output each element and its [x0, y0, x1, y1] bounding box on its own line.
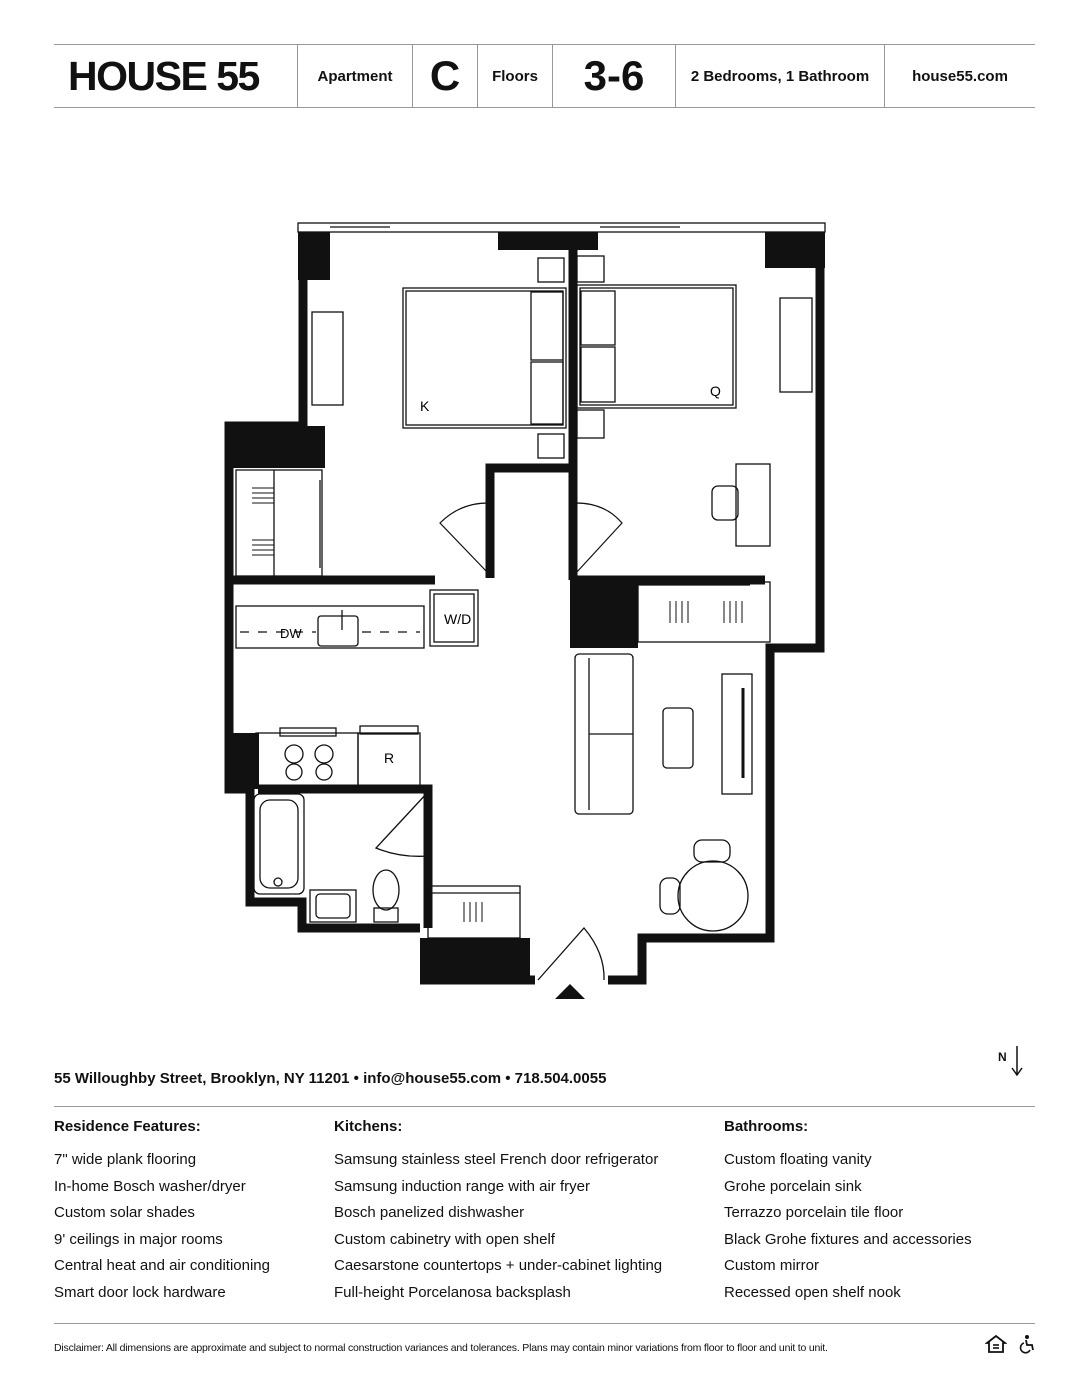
floors-label: Floors [478, 45, 553, 107]
washer-dryer-label: W/D [444, 611, 472, 627]
list-item: Grohe porcelain sink [724, 1177, 862, 1195]
list-item: Custom solar shades [54, 1204, 195, 1221]
list-item: Caesarstone countertops + under-cabinet lighting [334, 1257, 663, 1274]
residence-features [54, 1118, 270, 1310]
list-item: Terrazzo porcelain tile floor [724, 1204, 904, 1221]
list-item: Samsung induction range with air fryer [334, 1177, 590, 1195]
bathroom-features [724, 1118, 972, 1310]
living-room [428, 654, 752, 980]
equal-housing-icon [985, 1334, 1007, 1354]
floor-plan [220, 218, 835, 1008]
kitchen-features [334, 1118, 662, 1310]
apartment-label: Apartment [298, 45, 413, 107]
header-bar [54, 44, 1035, 108]
list-item: Samsung stainless steel French door refrigerator [334, 1151, 659, 1168]
floors-value: 3-6 [553, 45, 676, 107]
north-compass [998, 1050, 1024, 1078]
list-item: Black Grohe fixtures and accessories [724, 1230, 972, 1248]
list-item: Recessed open shelf nook [724, 1283, 901, 1301]
list-item: 7" wide plank flooring [54, 1151, 197, 1168]
contact-line: 55 Willoughby Street, Brooklyn, NY 11201 • info@house55.com • 718.504.0055 [54, 1070, 607, 1087]
divider-bottom [54, 1323, 1035, 1324]
disclaimer-text: Disclaimer: All dimensions are approximate and subject to normal construction variances and tolerances. Plans may contain minor variations from floor to floor and unit to unit. [54, 1342, 828, 1354]
list-item: Custom cabinetry with open shelf [334, 1230, 555, 1248]
entry-arrow [555, 984, 585, 999]
list-item: Custom floating vanity [724, 1151, 872, 1168]
divider-top [54, 1106, 1035, 1107]
accessibility-icon [1018, 1334, 1036, 1354]
list-item: Smart door lock hardware [54, 1283, 226, 1301]
apartment-value: C [413, 45, 478, 107]
bed-queen-label: Q [710, 383, 721, 399]
kitchen-counter [236, 590, 478, 648]
layout-description: 2 Bedrooms, 1 Bathroom [676, 45, 885, 107]
bedroom-king [236, 258, 566, 576]
dishwasher-label: DW [280, 626, 302, 641]
bed-king-label: K [420, 398, 430, 414]
north-label: N [998, 1050, 1007, 1064]
list-item: Central heat and air conditioning [54, 1257, 270, 1274]
range-and-fridge [256, 726, 420, 787]
list-item: Full-height Porcelanosa backsplash [334, 1283, 571, 1301]
residence-title: Residence Features: [54, 1118, 201, 1135]
fridge-label: R [384, 750, 395, 766]
list-item: 9' ceilings in major rooms [54, 1230, 223, 1248]
list-item: Bosch panelized dishwasher [334, 1204, 525, 1221]
list-item: Custom mirror [724, 1257, 820, 1274]
website-link[interactable]: house55.com [912, 67, 1008, 85]
bathrooms-title: Bathrooms: [724, 1118, 809, 1135]
brand-logo: HOUSE 55 [54, 45, 298, 107]
bedroom-doors [440, 503, 622, 573]
north-arrow-icon [1010, 1044, 1024, 1078]
hanger-ticks [252, 488, 742, 922]
kitchens-title: Kitchens: [334, 1118, 403, 1135]
list-item: In-home Bosch washer/dryer [54, 1177, 246, 1195]
